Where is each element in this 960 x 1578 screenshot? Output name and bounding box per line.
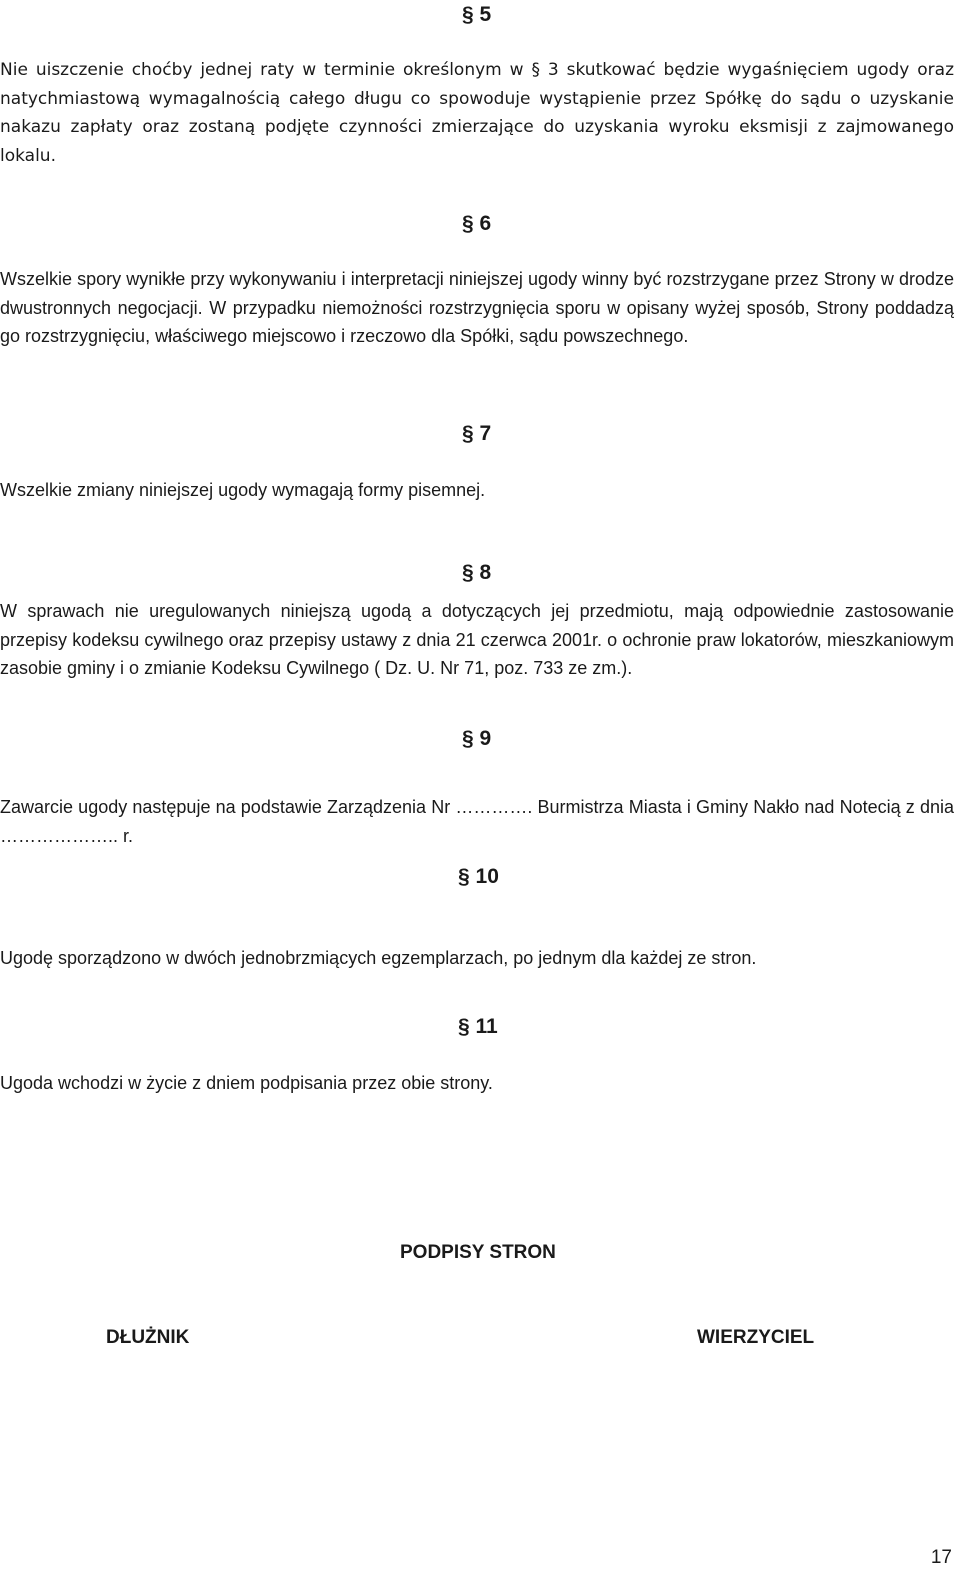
section-8-heading: § 8 xyxy=(462,561,492,584)
section-6-text: Wszelkie spory wynikłe przy wykonywaniu i interpretacji niniejszej ugody winny być rozstrzygane przez Strony w drodze dwustronnych negocjacji. W przypadku niemożności rozstrzygnięcia sporu w opisany wyżej sposób, Strony poddadzą go rozstrzygnięciu, właściwego miejscowo i rzeczowo dla Spółki, sądu powszechnego. xyxy=(0,269,954,346)
page-number: 17 xyxy=(930,1547,952,1568)
section-11-text: Ugoda wchodzi w życie z dniem podpisania przez obie strony. xyxy=(0,1073,493,1093)
section-7-text: Wszelkie zmiany niniejszej ugody wymagają formy pisemnej. xyxy=(0,480,486,500)
signature-debtor-label: DŁUŻNIK xyxy=(106,1327,190,1348)
section-11-heading: § 11 xyxy=(458,1015,498,1038)
section-10-text: Ugodę sporządzono w dwóch jednobrzmiących egzemplarzach, po jednym dla każdej ze stron. xyxy=(0,948,757,968)
section-6-heading: § 6 xyxy=(462,212,492,235)
section-10-heading: § 10 xyxy=(458,865,499,888)
section-8-text: W sprawach nie uregulowanych niniejszą ugodą a dotyczących jej przedmiotu, mają odpowiednie zastosowanie przepisy kodeksu cywilnego oraz przepisy ustawy z dnia 21 czerwca 2001r. o ochronie praw lokatorów, mieszkaniowym zasobie gminy i o zmianie Kodeksu Cywilnego ( Dz. U. Nr 71, poz. 733 ze zm.). xyxy=(0,601,954,678)
section-9-text: Zawarcie ugody następuje na podstawie Zarządzenia Nr …………. Burmistrza Miasta i Gminy Nakło nad Notecią z dnia ……………….. r. xyxy=(0,797,954,846)
section-5-text: Nie uiszczenie choćby jednej raty w terminie określonym w § 3 skutkować będzie wygaśnięciem ugody oraz natychmiastową wymagalnością całego długu co spowoduje wystąpienie przez Spółkę do sądu o uzyskanie nakazu zapłaty oraz zostaną podjęte czynności zmierzające do uzyskania wyroku eksmisji z zajmowanego lokalu. xyxy=(0,60,954,166)
signature-creditor-label: WIERZYCIEL xyxy=(697,1327,815,1348)
section-9-heading: § 9 xyxy=(462,727,492,750)
section-7-heading: § 7 xyxy=(462,422,492,445)
section-5-heading: § 5 xyxy=(462,3,492,26)
signatures-title: PODPISY STRON xyxy=(400,1242,556,1263)
